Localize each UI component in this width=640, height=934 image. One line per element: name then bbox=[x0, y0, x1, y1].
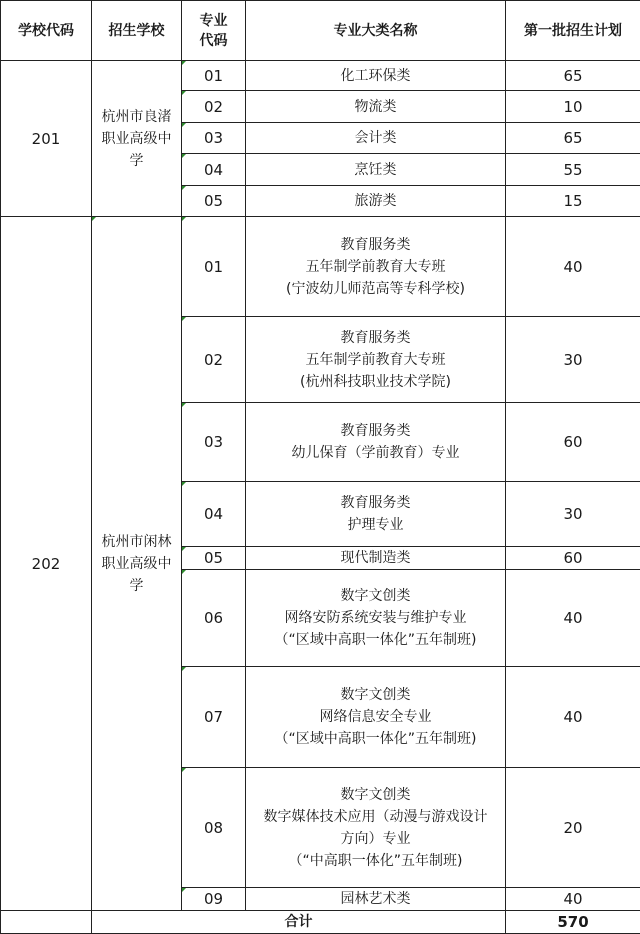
major-code-cell: 02 bbox=[182, 317, 246, 403]
major-name-cell bbox=[246, 123, 506, 154]
school-code-cell: 201 bbox=[1, 61, 92, 217]
major-name-line: 五年制学前教育大专班 bbox=[248, 256, 503, 278]
major-name-line: 数字媒体技术应用（动漫与游戏设计 bbox=[248, 806, 503, 828]
major-name-line: 护理专业 bbox=[248, 514, 503, 536]
major-name-cell bbox=[246, 403, 506, 482]
major-name-line: 网络安防系统安装与维护专业 bbox=[248, 607, 503, 629]
major-code-cell: 01 bbox=[182, 61, 246, 91]
school-name-cell: 杭州市良渚职业高级中学 bbox=[92, 61, 182, 217]
major-name-cell bbox=[246, 888, 506, 911]
total-value: 570 bbox=[506, 911, 640, 934]
major-name-line: (杭州科技职业技术学院) bbox=[248, 371, 503, 393]
major-name-line: 旅游类 bbox=[248, 190, 503, 212]
major-name-line: 教育服务类 bbox=[248, 420, 503, 442]
major-name-line: 教育服务类 bbox=[248, 492, 503, 514]
major-name-cell bbox=[246, 91, 506, 123]
major-code-cell: 05 bbox=[182, 547, 246, 570]
major-name-line: 幼儿保育（学前教育）专业 bbox=[248, 442, 503, 464]
major-code-cell: 02 bbox=[182, 91, 246, 123]
major-name-cell bbox=[246, 570, 506, 667]
major-name-line: 化工环保类 bbox=[248, 65, 503, 87]
major-code-cell: 04 bbox=[182, 482, 246, 547]
header-major-code bbox=[182, 1, 246, 61]
total-label: 合计 bbox=[92, 911, 506, 934]
table-row bbox=[1, 61, 640, 91]
major-name-line: 网络信息安全专业 bbox=[248, 706, 503, 728]
major-code-cell: 06 bbox=[182, 570, 246, 667]
major-name-line: 教育服务类 bbox=[248, 234, 503, 256]
major-name-line: （“中高职一体化”五年制班) bbox=[248, 850, 503, 872]
major-name-line: 数字文创类 bbox=[248, 684, 503, 706]
major-name-cell bbox=[246, 217, 506, 317]
major-name-line: (宁波幼儿师范高等专科学校) bbox=[248, 278, 503, 300]
table-row bbox=[1, 217, 640, 317]
total-empty-cell bbox=[1, 911, 92, 934]
header-school-name: 招生学校 bbox=[92, 1, 182, 61]
major-name-cell bbox=[246, 61, 506, 91]
plan-cell: 40 bbox=[506, 570, 640, 667]
major-name-line: 会计类 bbox=[248, 127, 503, 149]
major-name-cell bbox=[246, 667, 506, 768]
plan-cell: 30 bbox=[506, 317, 640, 403]
plan-cell: 60 bbox=[506, 547, 640, 570]
major-code-cell: 05 bbox=[182, 186, 246, 217]
plan-cell: 20 bbox=[506, 768, 640, 888]
major-code-cell: 07 bbox=[182, 667, 246, 768]
major-name-cell bbox=[246, 154, 506, 186]
major-name-line: 园林艺术类 bbox=[248, 888, 503, 910]
major-name-line: （“区域中高职一体化”五年制班) bbox=[248, 728, 503, 750]
header-major-name: 专业大类名称 bbox=[246, 1, 506, 61]
major-name-line: 烹饪类 bbox=[248, 159, 503, 181]
major-name-line: 物流类 bbox=[248, 96, 503, 118]
header-plan: 第一批招生计划 bbox=[506, 1, 640, 61]
school-code-cell: 202 bbox=[1, 217, 92, 911]
major-name-line: 教育服务类 bbox=[248, 327, 503, 349]
plan-cell: 10 bbox=[506, 91, 640, 123]
plan-cell: 40 bbox=[506, 217, 640, 317]
header-row bbox=[1, 1, 640, 61]
school-name-cell: 杭州市闲林职业高级中学 bbox=[92, 217, 182, 911]
major-name-cell bbox=[246, 482, 506, 547]
major-name-line: 现代制造类 bbox=[248, 547, 503, 569]
major-name-cell bbox=[246, 317, 506, 403]
major-name-line: 方向）专业 bbox=[248, 828, 503, 850]
plan-cell: 40 bbox=[506, 888, 640, 911]
plan-cell: 55 bbox=[506, 154, 640, 186]
header-major-code-line1: 专业 bbox=[184, 11, 243, 31]
major-name-line: 数字文创类 bbox=[248, 784, 503, 806]
plan-cell: 65 bbox=[506, 123, 640, 154]
major-name-cell bbox=[246, 186, 506, 217]
major-name-cell bbox=[246, 547, 506, 570]
plan-cell: 65 bbox=[506, 61, 640, 91]
major-name-line: （“区域中高职一体化”五年制班) bbox=[248, 629, 503, 651]
plan-cell: 15 bbox=[506, 186, 640, 217]
major-name-line: 五年制学前教育大专班 bbox=[248, 349, 503, 371]
plan-cell: 30 bbox=[506, 482, 640, 547]
major-code-cell: 09 bbox=[182, 888, 246, 911]
major-code-cell: 04 bbox=[182, 154, 246, 186]
plan-cell: 40 bbox=[506, 667, 640, 768]
major-code-cell: 03 bbox=[182, 123, 246, 154]
major-name-line: 数字文创类 bbox=[248, 585, 503, 607]
total-row bbox=[1, 911, 640, 934]
major-name-cell bbox=[246, 768, 506, 888]
plan-cell: 60 bbox=[506, 403, 640, 482]
major-code-cell: 01 bbox=[182, 217, 246, 317]
major-code-cell: 08 bbox=[182, 768, 246, 888]
header-major-code-line2: 代码 bbox=[184, 31, 243, 51]
major-code-cell: 03 bbox=[182, 403, 246, 482]
header-school-code: 学校代码 bbox=[1, 1, 92, 61]
